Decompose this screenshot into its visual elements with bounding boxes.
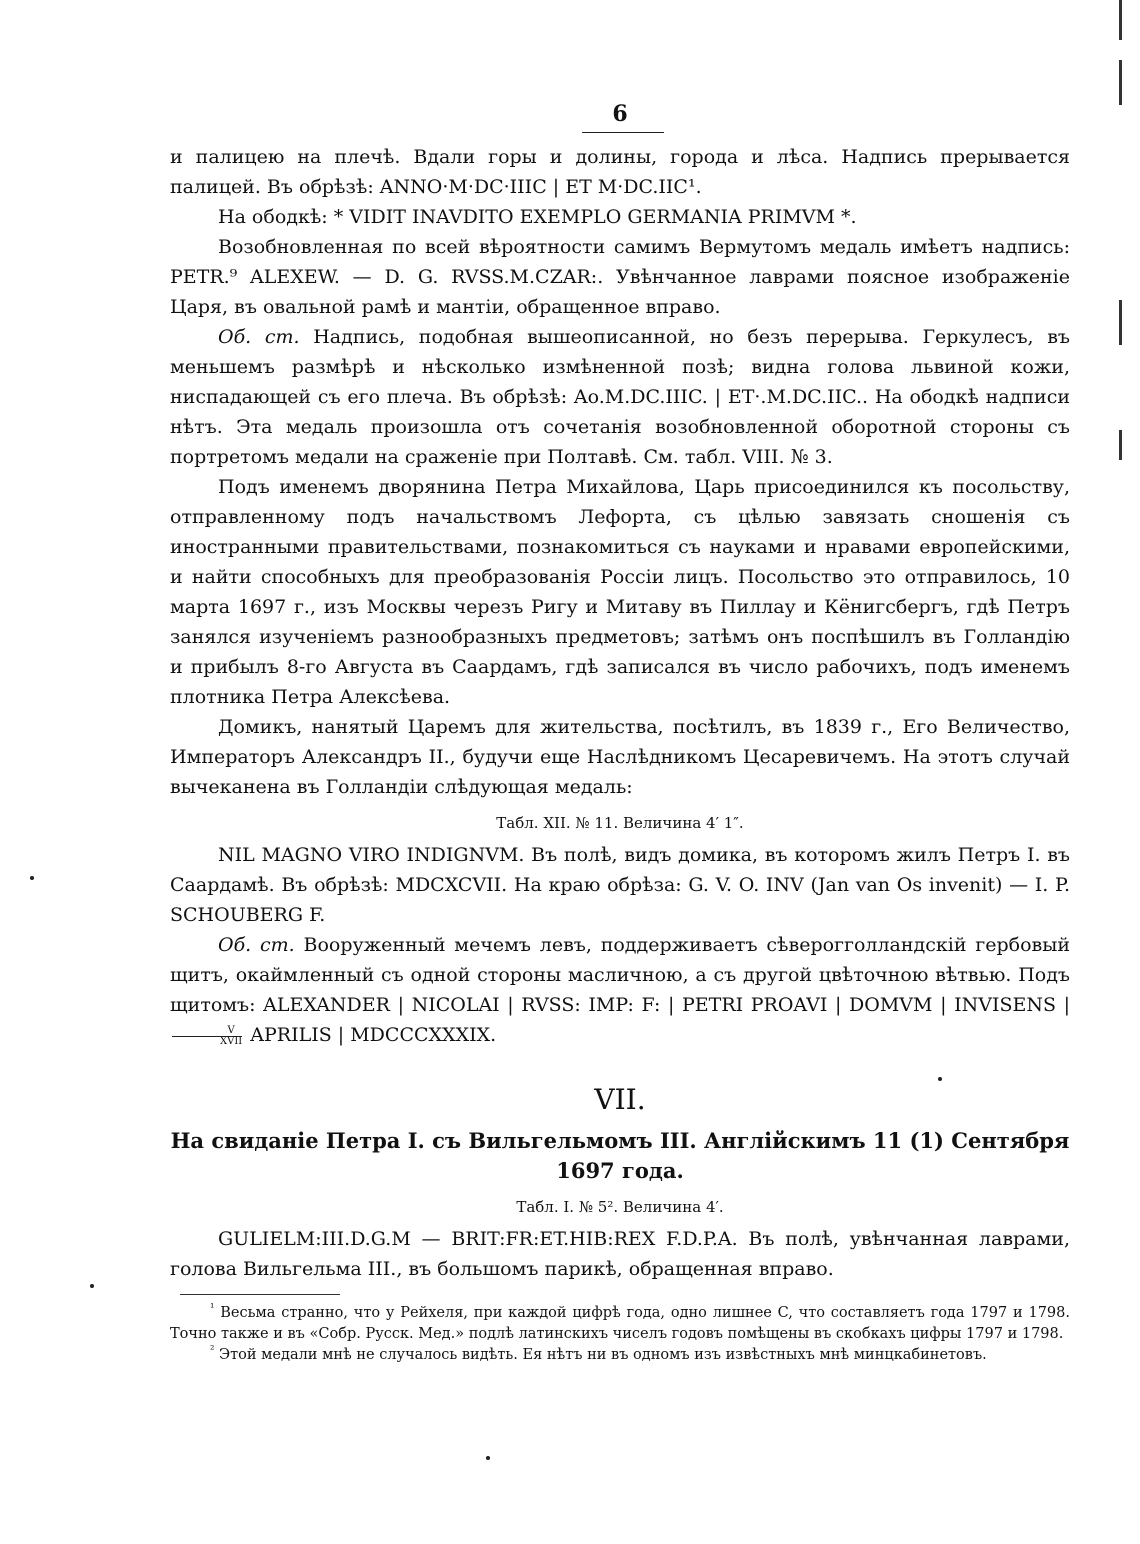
footnote-separator bbox=[180, 1294, 340, 1295]
scan-edge-line bbox=[1119, 430, 1122, 460]
section-number: VII. bbox=[594, 1083, 646, 1116]
paragraph: NIL MAGNO VIRO INDIGNVM. Въ полѣ, видъ домика, въ которомъ жилъ Петръ I. въ Саардамѣ. Въ обрѣзѣ: MDCXCVII. На краю обрѣза: G. V. O. INV (Jan van Os invenit) — I. P. SCHOUBERG F. bbox=[170, 844, 1070, 926]
scan-edge-line bbox=[1119, 0, 1122, 40]
table-caption: Табл. XII. № 11. Величина 4′ 1″. bbox=[496, 814, 744, 832]
paragraph-text: Надпись, подобная вышеописанной, но безъ перерыва. Геркулесъ, въ меньшемъ размѣрѣ и нѣсколько измѣненной позѣ; видна голова львиной кожи, ниспадающей съ его плеча. Въ обрѣзѣ: Ao.M.DC.IIIC. | ET·.M.DC.IIC.. На ободкѣ надписи нѣтъ. Эта медаль произошла отъ сочетанія возобновленной оборотной стороны съ портретомъ медали на сраженіе при Полтавѣ. См. табл. VIII. № 3. bbox=[170, 326, 1071, 468]
scan-edge-line bbox=[1119, 300, 1122, 345]
date-fraction bbox=[172, 1026, 242, 1047]
paragraph-obverse-description bbox=[170, 930, 1070, 1050]
page-number bbox=[170, 100, 1070, 128]
scan-edge-line bbox=[1119, 60, 1122, 105]
scan-speck bbox=[486, 1456, 490, 1460]
footnote bbox=[170, 1303, 1070, 1345]
paragraph: Возобновленная по всей вѣроятности самимъ Вермутомъ медаль имѣетъ надпись: PETR.⁹ ALEXEW. — D. G. RVSS.M.CZAR:. Увѣнчанное лаврами поясное изображеніе Царя, въ овальной рамѣ и мантіи, обращенное вправо. bbox=[170, 236, 1070, 318]
paragraph: и палицею на плечѣ. Вдали горы и долины, города и лѣса. Надпись прерывается палицей. Въ обрѣзѣ: ANNO·M·DC·IIIC | ET M·DC.IIC¹. bbox=[170, 146, 1070, 198]
obverse-abbrev: Об. ст. bbox=[218, 934, 295, 956]
obverse-abbrev: Об. ст. bbox=[218, 326, 300, 348]
footnote-text: Весьма странно, что у Рейхеля, при каждой цифрѣ года, одно лишнее C, что составляетъ года 1797 и 1798. Точно также и въ «Собр. Русск. Мед.» подлѣ латинскихъ чиселъ годовъ помѣщены въ скобкахъ цифры 1797 и 1798. bbox=[170, 1305, 1070, 1342]
scan-speck bbox=[90, 1284, 94, 1288]
page-number-underline bbox=[582, 132, 664, 133]
fraction-numerator: V bbox=[172, 1026, 242, 1037]
fraction-denominator: XVII bbox=[220, 1035, 243, 1047]
footnote-mark: ² bbox=[210, 1343, 215, 1357]
page-number-text: 6 bbox=[612, 101, 628, 127]
paragraph: Подъ именемъ дворянина Петра Михайлова, Царь присоединился къ посольству, отправленному подъ начальствомъ Лефорта, съ цѣлью завязать сношенія съ иностранными правительствами, познакомиться съ науками и нравами европейскими, и найти способныхъ для преобразованія Россіи лицъ. Посольство это отправилось, 10 марта 1697 г., изъ Москвы черезъ Ригу и Митаву въ Пиллау и Кёнигсбергъ, гдѣ Петръ занялся изученіемъ разнообразныхъ предметовъ; затѣмъ онъ поспѣшилъ въ Голландію и прибылъ 8-го Августа въ Саардамъ, гдѣ записался въ число рабочихъ, подъ именемъ плотника Петра Алексѣева. bbox=[170, 476, 1070, 708]
paragraph: GULIELM:III.D.G.M — BRIT:FR:ET.HIB:REX F.D.P.A. Въ полѣ, увѣнчанная лаврами, голова Вильгельма III., въ большомъ парикѣ, обращенная вправо. bbox=[170, 1228, 1070, 1280]
paragraph-text: APRILIS | MDCCCXXXIX. bbox=[244, 1024, 497, 1046]
paragraph-text: Вооруженный мечемъ левъ, поддерживаетъ сѣверогголландскій гербовый щитъ, окаймленный съ одной стороны масличною, а съ другой цвѣточною вѣтвью. Подъ щитомъ: ALEXANDER | NICOLAI | RVSS: IMP: F: | PETRI PROAVI | DOMVM | INVISENS | bbox=[170, 934, 1070, 1016]
paragraph: На ободкѣ: * VIDIT INAVDITO EXEMPLO GERMANIA PRIMVM *. bbox=[218, 206, 857, 228]
document-page bbox=[170, 100, 1070, 1366]
footnote-mark: ¹ bbox=[210, 1301, 215, 1315]
scan-speck bbox=[30, 876, 34, 880]
section-heading: На свиданіе Петра I. съ Вильгельмомъ III. Англійскимъ 11 (1) Сентября 1697 года. bbox=[170, 1128, 1070, 1183]
paragraph-obverse-description bbox=[170, 322, 1070, 472]
table-caption: Табл. I. № 5². Величина 4′. bbox=[516, 1198, 724, 1216]
footnote-text: Этой медали мнѣ не случалось видѣть. Ея нѣтъ ни въ одномъ изъ извѣстныхъ мнѣ минцкабинетовъ. bbox=[219, 1347, 987, 1363]
paragraph: Домикъ, нанятый Царемъ для жительства, посѣтилъ, въ 1839 г., Его Величество, Императоръ Александръ II., будучи еще Наслѣдникомъ Цесаревичемъ. На этотъ случай вычеканена въ Голландіи слѣдующая медаль: bbox=[170, 716, 1070, 798]
footnote bbox=[170, 1345, 1070, 1366]
